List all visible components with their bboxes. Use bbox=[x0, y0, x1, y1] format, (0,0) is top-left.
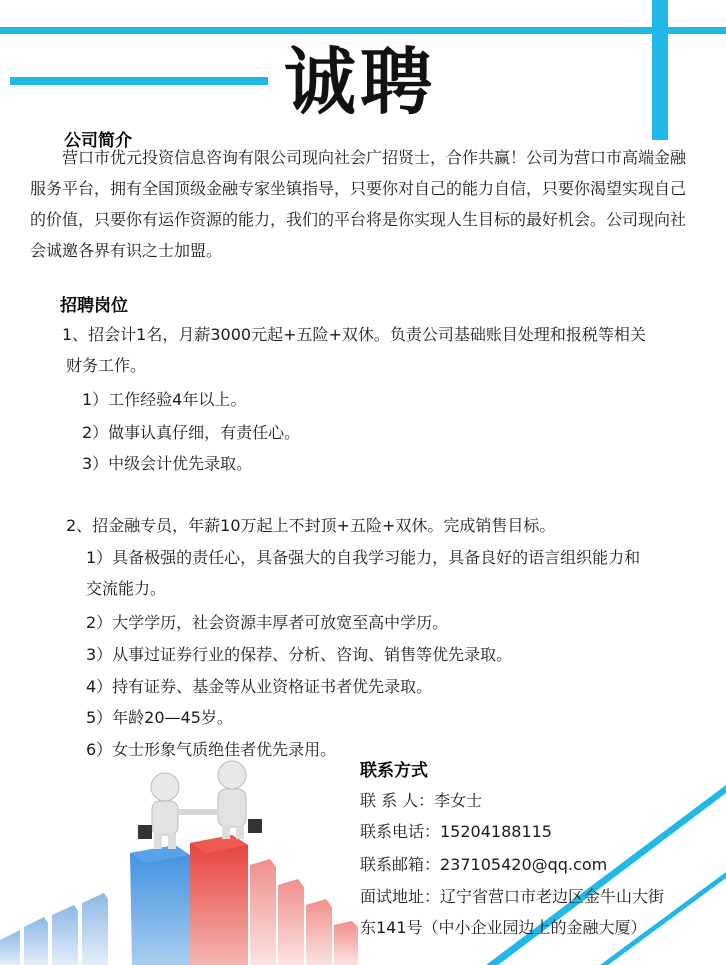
job1-requirement: 1）工作经验4年以上。 bbox=[82, 390, 247, 409]
positions-heading: 招聘岗位 bbox=[60, 296, 128, 316]
job2-requirement: 4）持有证券、基金等从业资格证书者优先录取。 bbox=[86, 677, 433, 696]
job2-requirement: 6）女士形象气质绝佳者优先录用。 bbox=[86, 740, 337, 759]
job2-requirement: 2）大学学历，社会资源丰厚者可放宽至高中学历。 bbox=[86, 613, 449, 632]
contact-email: 联系邮箱：237105420@qq.com bbox=[360, 855, 608, 874]
job1-requirement: 2）做事认真仔细，有责任心。 bbox=[82, 423, 301, 442]
contact-address-cont: 东141号（中小企业园边上的金融大厦） bbox=[360, 918, 647, 937]
job2-requirement: 1）具备极强的责任心，具备强大的自我学习能力，具备良好的语言组织能力和 bbox=[86, 548, 641, 567]
contact-heading: 联系方式 bbox=[360, 761, 428, 781]
job1-requirement: 3）中级会计优先录取。 bbox=[82, 454, 253, 473]
company-intro-text: 营口市优元投资信息咨询有限公司现向社会广招贤士，合作共赢！公司为营口市高端金融服务平台，拥有全国顶级金融专家坐镇指导，只要你对自己的能力自信，只要你渴望实现自己的价值，只要你有运作资源的能力，我们的平台将是你实现人生目标的最好机会。公司现向社会诚邀各界有识之士加盟。 bbox=[30, 148, 687, 260]
contact-address: 面试地址：辽宁省营口市老边区金牛山大街 bbox=[360, 887, 665, 906]
handshake-bar-illustration bbox=[0, 755, 360, 965]
job2-requirement: 5）年龄20—45岁。 bbox=[86, 708, 233, 727]
job1-title-cont: 财务工作。 bbox=[66, 356, 147, 375]
contact-person: 联 系 人：李女士 bbox=[360, 791, 483, 810]
job2-title: 2、招金融专员，年薪10万起上不封顶+五险+双休。完成销售目标。 bbox=[66, 516, 556, 535]
contact-phone: 联系电话：15204188115 bbox=[360, 822, 552, 841]
company-intro-heading: 公司简介 bbox=[64, 131, 132, 151]
job1-title: 1、招会计1名，月薪3000元起+五险+双休。负责公司基础账目处理和报税等相关 bbox=[62, 325, 646, 344]
job2-requirement-cont: 交流能力。 bbox=[86, 579, 167, 598]
job2-requirement: 3）从事过证券行业的保荐、分析、咨询、销售等优先录取。 bbox=[86, 645, 513, 664]
page-title: 诚聘 bbox=[284, 39, 437, 124]
